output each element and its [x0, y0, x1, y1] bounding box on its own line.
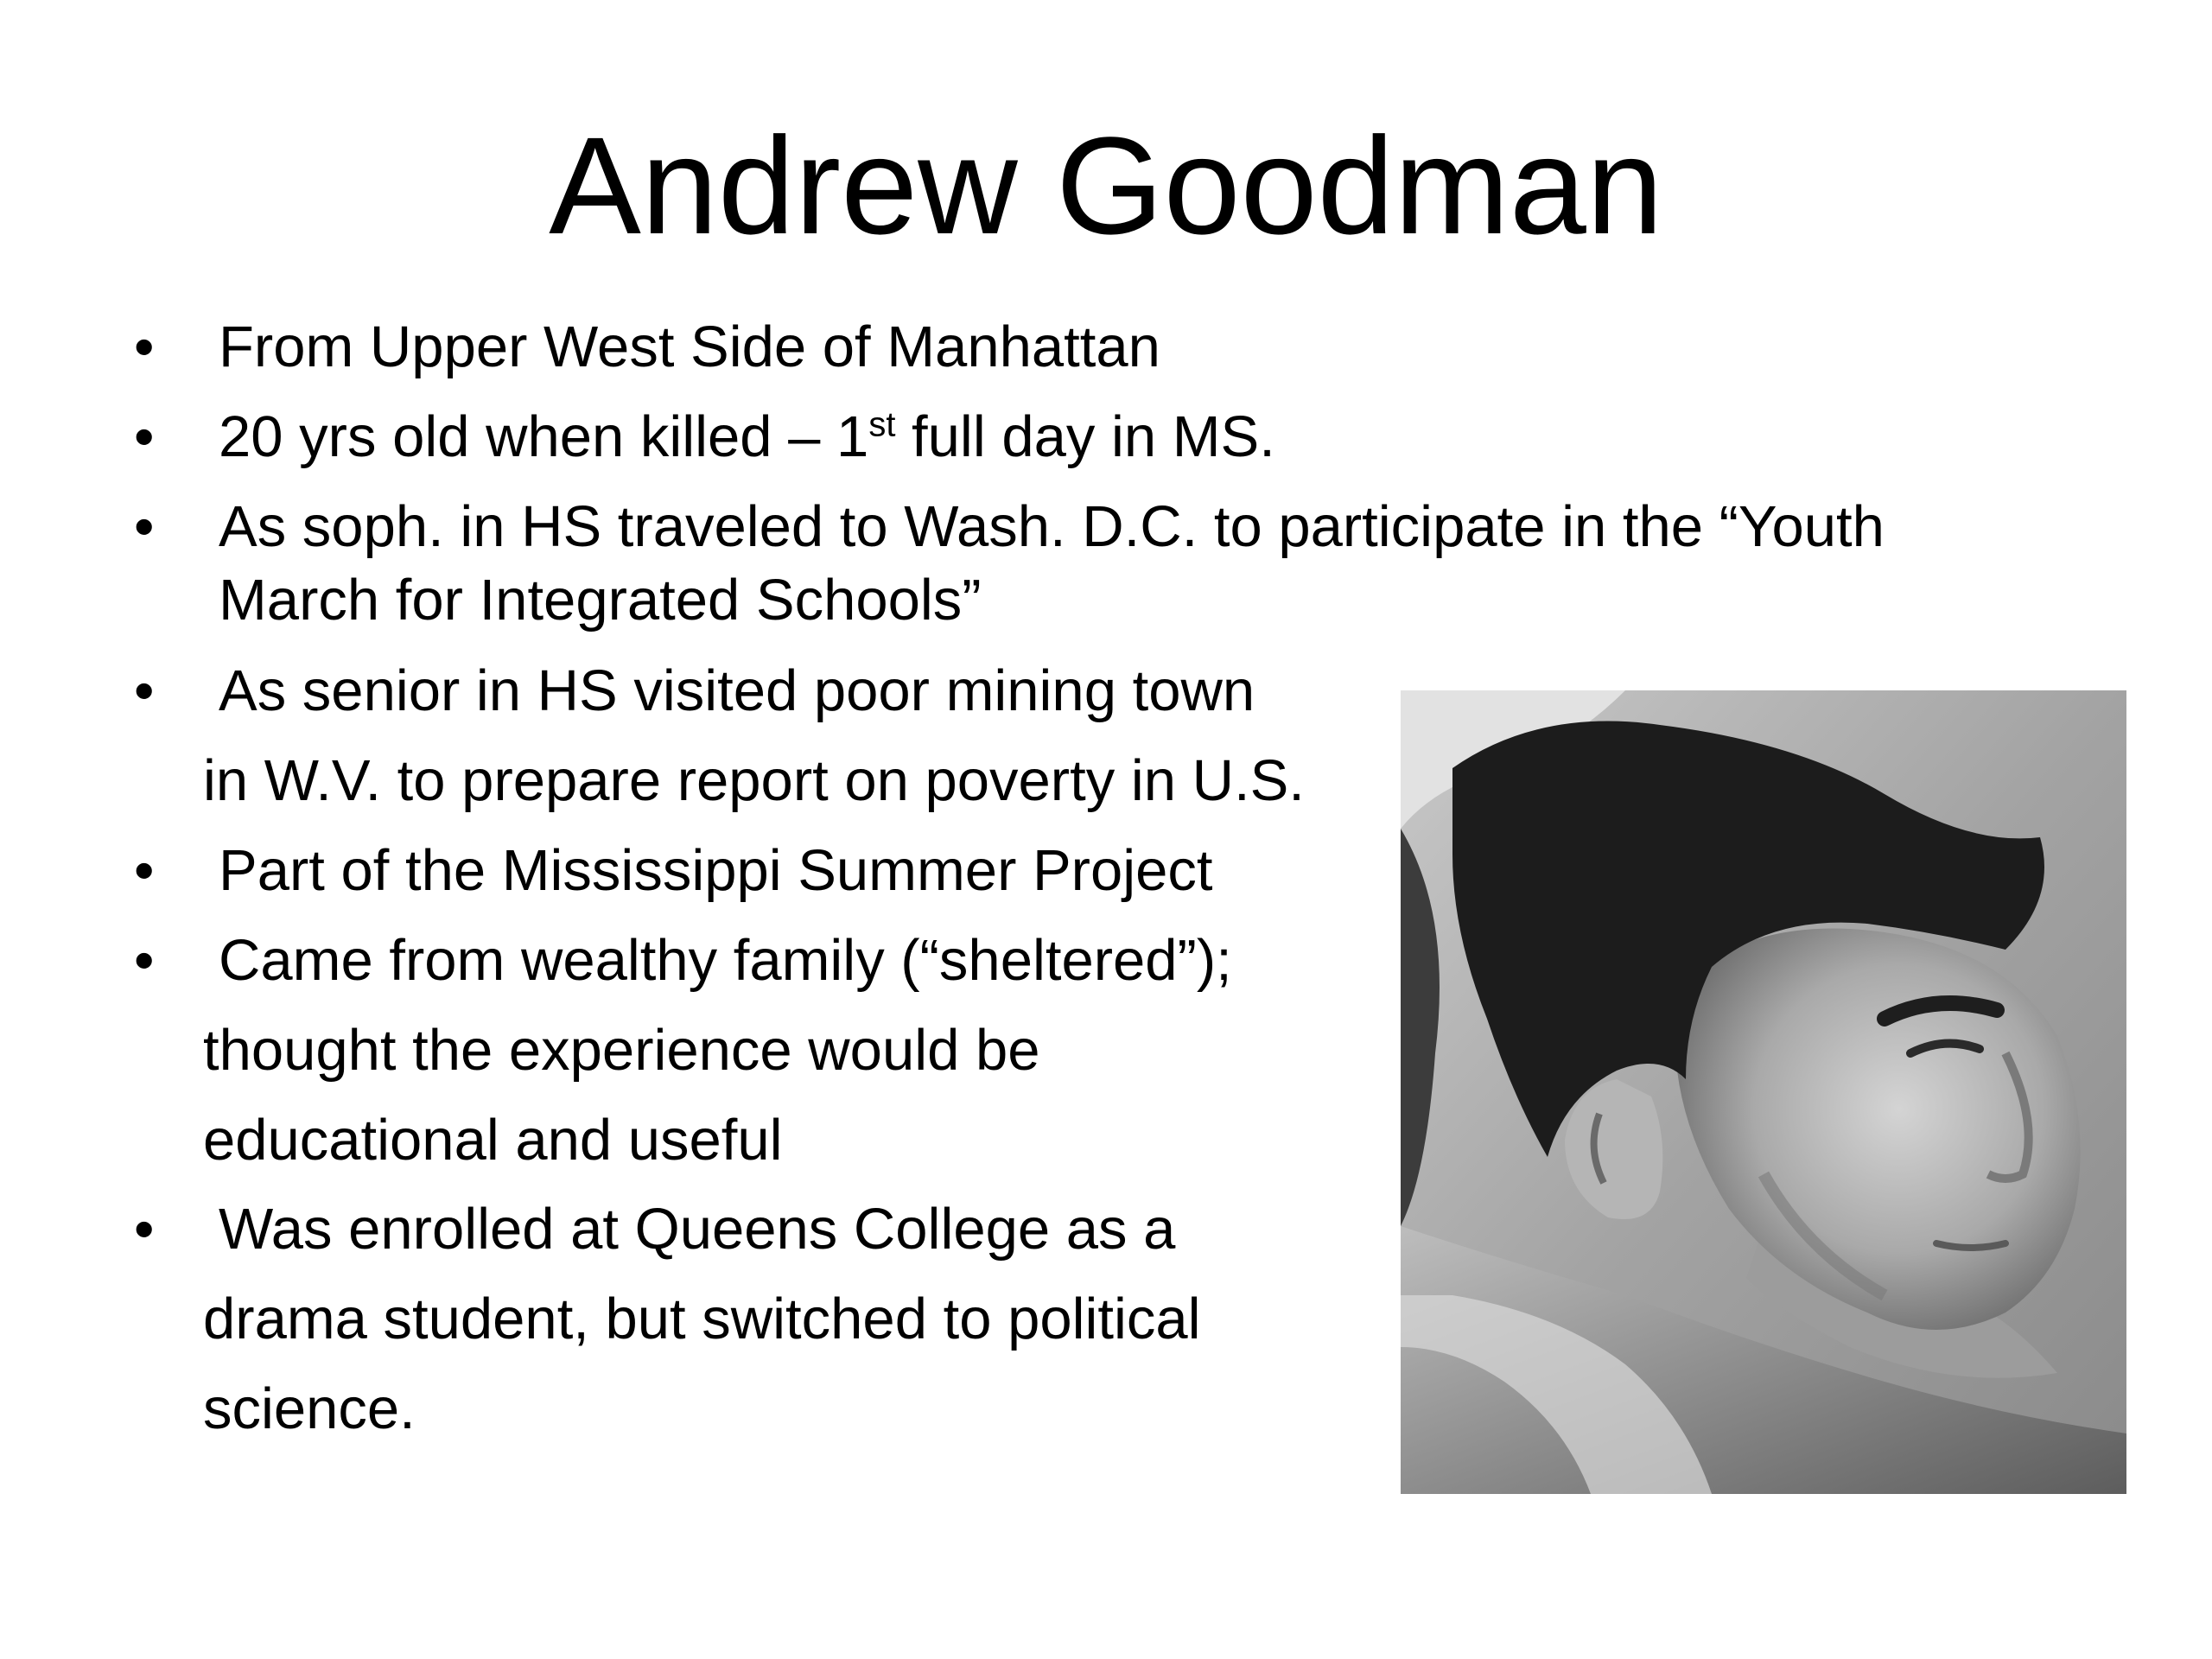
bullet-6-line-2: thought the experience would be: [203, 1018, 1040, 1083]
bullet-1-line-1: From Upper West Side of Manhattan: [219, 315, 1160, 379]
bullet-marker: •: [134, 658, 155, 723]
bullet-7-line-1: Was enrolled at Queens College as a: [219, 1197, 1176, 1262]
slide-title: Andrew Goodman: [549, 108, 1663, 263]
bullet-7-line-2: drama student, but switched to political: [203, 1287, 1201, 1351]
bullet-5-line-1: Part of the Mississippi Summer Project: [219, 838, 1213, 903]
bullet-2-text-after: full day in MS.: [895, 404, 1275, 469]
bullet-2-line-1: [219, 403, 1275, 472]
bullet-3-line-1: As soph. in HS traveled to Wash. D.C. to participate in the “Youth: [219, 494, 1885, 559]
portrait-photo: [1401, 690, 2126, 1494]
bullet-4-line-1: As senior in HS visited poor mining town: [219, 658, 1255, 723]
bullet-marker: •: [134, 404, 155, 469]
bullet-marker: •: [134, 1197, 155, 1262]
bullet-3-line-2: March for Integrated Schools”: [219, 568, 982, 632]
bullet-4-line-2: in W.V. to prepare report on poverty in U.S.: [203, 748, 1305, 813]
bullet-marker: •: [134, 494, 155, 559]
bullet-6-line-1: Came from wealthy family (“sheltered”);: [219, 928, 1232, 993]
bullet-6-line-3: educational and useful: [203, 1108, 783, 1173]
bullet-2-superscript: st: [868, 405, 896, 444]
bullet-7-line-3: science.: [203, 1376, 416, 1441]
bullet-marker: •: [134, 315, 155, 379]
bullet-marker: •: [134, 838, 155, 903]
bullet-2-text-before: 20 yrs old when killed – 1: [219, 404, 869, 469]
bullet-marker: •: [134, 928, 155, 993]
